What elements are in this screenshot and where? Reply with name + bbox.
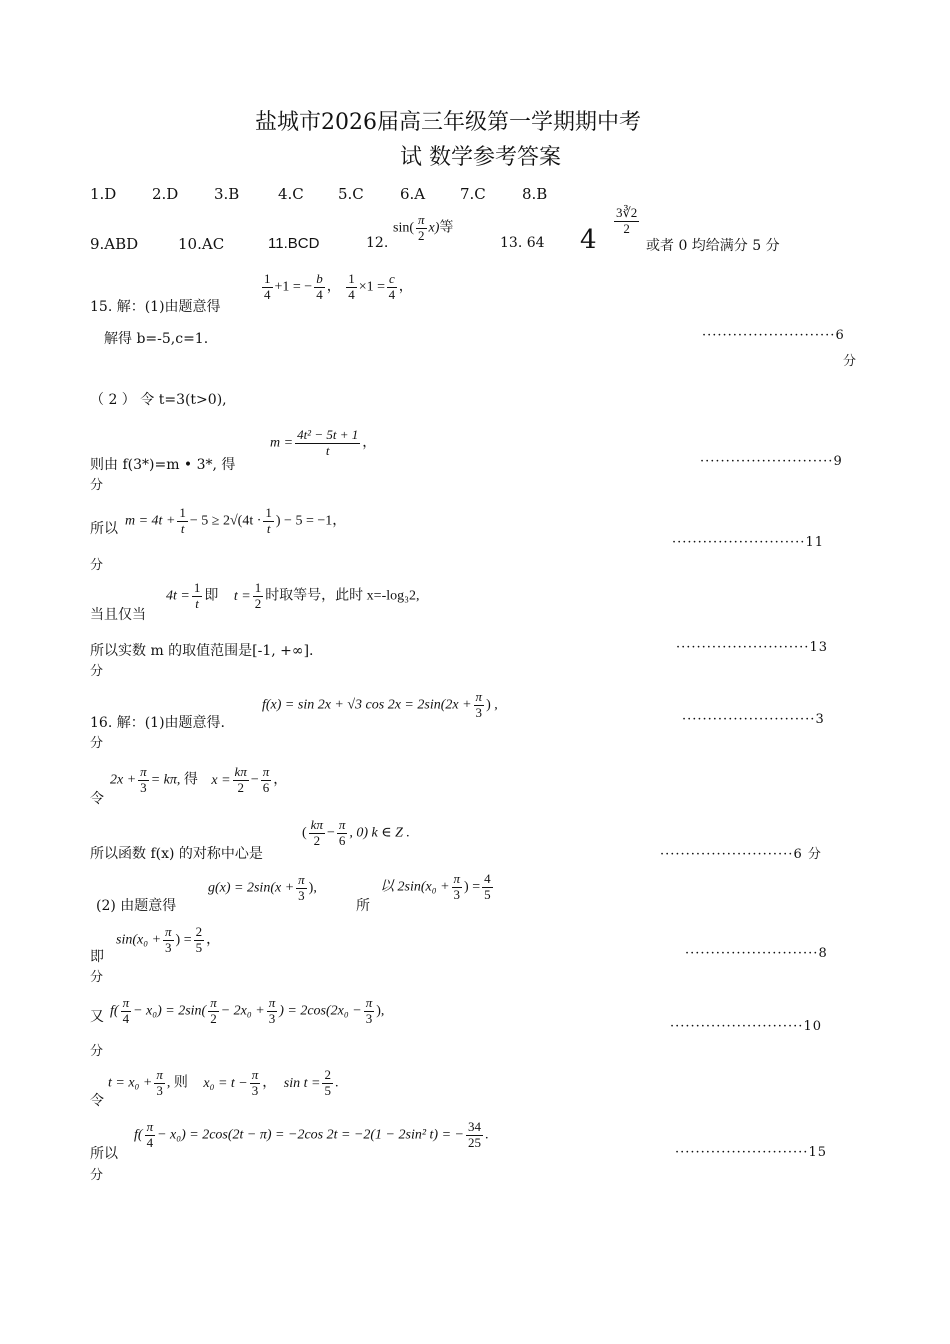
q15-solve: 解得 b=-5,c=1. xyxy=(104,331,209,347)
answer-10: 10.AC xyxy=(178,235,225,253)
q16-sin-equation: sin(x₀ + $\frac{\pi}{3}$ ) = $\frac{2}{5}$ ， xyxy=(116,924,221,955)
q16-final-expression: f( $\frac{\pi}{4}$ − x₀) = 2cos(2t − π) = −2cos 2t = −2(1 − 2sin² t) = − $\frac{34}{25}$ . xyxy=(134,1119,489,1150)
title-line-2: 试 数学参考答案 xyxy=(400,145,561,170)
q15-part2: （ 2 ） 令 t=3(t>0), xyxy=(90,392,227,408)
q15-m-intro: 则由 f(3*)=m • 3*, 得 xyxy=(90,457,236,473)
q16-g-expression: g(x) = 2sin(x + $\frac{\pi}{3}$ ), xyxy=(208,872,317,903)
q15-score-9: ··························9 xyxy=(700,454,843,469)
q16-score-10: ··························10 xyxy=(670,1019,822,1034)
answer-14-note: 或者 0 均给满分 5 分 xyxy=(646,238,780,254)
q16-final-intro: 所以 xyxy=(90,1146,118,1162)
q16-center-intro: 所以函数 f(x) 的对称中心是 xyxy=(90,846,263,862)
q16-ling-2: 令 xyxy=(90,1093,104,1109)
q15-ineq-intro: 所以 xyxy=(90,521,118,537)
q16-part2: (2) 由题意得 xyxy=(96,898,177,914)
q15-range: 所以实数 m 的取值范围是[-1, +∞]. xyxy=(90,643,314,659)
answer-1: 1.D xyxy=(90,185,117,203)
q15-score-6: ··························6 xyxy=(702,328,845,343)
answer-7: 7.C xyxy=(460,185,486,203)
title-line-1: 盐城市2026届高三年级第一学期期中考 xyxy=(255,110,641,135)
q16-score-3: ··························3 xyxy=(682,712,825,727)
q16-score-15: ··························15 xyxy=(675,1145,827,1160)
q15-score-11-unit: 分 xyxy=(90,558,104,573)
q16-intro: 16. 解：(1)由题意得. xyxy=(90,715,225,731)
q15-equality: 4t = $\frac{1}{t}$ 即 t = $\frac{1}{2}$ 时取等号，此时 x=-log₃2, xyxy=(166,580,420,611)
q16-score-10-unit: 分 xyxy=(90,1044,104,1059)
answer-6: 6.A xyxy=(400,185,426,203)
answer-8: 8.B xyxy=(522,185,548,203)
answer-4: 4.C xyxy=(278,185,304,203)
answer-14-fraction: $\frac{3∛2}{2}$ xyxy=(616,205,638,236)
q16-f-expression: f(x) = sin 2x + √3 cos 2x = 2sin(2x + $\frac{\pi}{3}$ ) , xyxy=(262,689,498,720)
q16-you: 又 xyxy=(90,1009,104,1025)
q15-intro: 15. 解：(1)由题意得 xyxy=(90,299,221,315)
answer-14-number: 4 xyxy=(580,225,597,255)
q16-suo: 所 xyxy=(356,898,370,914)
q16-k-equation: 2x + $\frac{\pi}{3}$ = kπ, 得 x = $\frac{k\pi}{2}$ − $\frac{\pi}{6}$ ， xyxy=(110,764,288,795)
q16-center: ( $\frac{k\pi}{2}$ − $\frac{\pi}{6}$ , 0) k ∈ Z . xyxy=(302,817,410,848)
q16-score-3-unit: 分 xyxy=(90,736,104,751)
q15-score-9-unit: 分 xyxy=(90,478,104,493)
answer-2: 2.D xyxy=(152,185,179,203)
q16-ling: 令 xyxy=(90,791,104,807)
q15-score-13: ··························13 xyxy=(676,640,828,655)
q16-score-15-unit: 分 xyxy=(90,1168,104,1183)
q15-score-6-unit: 分 xyxy=(843,354,857,369)
q16-score-8: ··························8 xyxy=(685,946,828,961)
q16-score-8-unit: 分 xyxy=(90,970,104,985)
answer-5: 5.C xyxy=(338,185,364,203)
answer-3: 3.B xyxy=(214,185,240,203)
q15-inequality: m = 4t + $\frac{1}{t}$ − 5 ≥ 2√(4t · $\frac{1}{t}$ ) − 5 = −1， xyxy=(125,505,347,536)
q16-ji: 即 xyxy=(90,949,104,965)
q15-equality-intro: 当且仅当 xyxy=(90,607,146,623)
answer-11: 11.BCD xyxy=(268,235,320,252)
q15-score-13-unit: 分 xyxy=(90,664,104,679)
q15-equation-1: $\frac{1}{4}$ +1 = − $\frac{b}{4}$ ， $\frac{1}{4}$ ×1 = $\frac{c}{4}$ ， xyxy=(264,271,413,302)
q16-score-6: ··························6 分 xyxy=(660,847,822,862)
q15-m-expression: m = $\frac{\text{4t² − 5t + 1}}{t}$ ， xyxy=(270,427,377,458)
answer-13: 13. 64 xyxy=(500,235,545,251)
q15-score-11: ··························11 xyxy=(672,535,824,550)
q16-you-expression: f( $\frac{\pi}{4}$ − x₀) = 2sin( $\frac{\pi}{2}$ − 2x₀ + $\frac{\pi}{3}$ ) = 2cos(2x₀ − $\frac{\pi}{3}$ ), xyxy=(110,995,385,1026)
answer-12-expression: sin( $\frac{\pi}{2}$ x)等 xyxy=(393,212,454,243)
q16-t-substitution: t = x₀ + $\frac{\pi}{3}$ , 则 x₀ = t − $\frac{\pi}{3}$ ， sin t = $\frac{2}{5}$ . xyxy=(108,1067,339,1098)
answer-9: 9.ABD xyxy=(90,235,139,253)
answer-12-number: 12. xyxy=(366,235,389,251)
q16-yi-expression: 以 2sin(x₀ + $\frac{\pi}{3}$ ) = $\frac{4}{5}$ xyxy=(380,871,491,902)
